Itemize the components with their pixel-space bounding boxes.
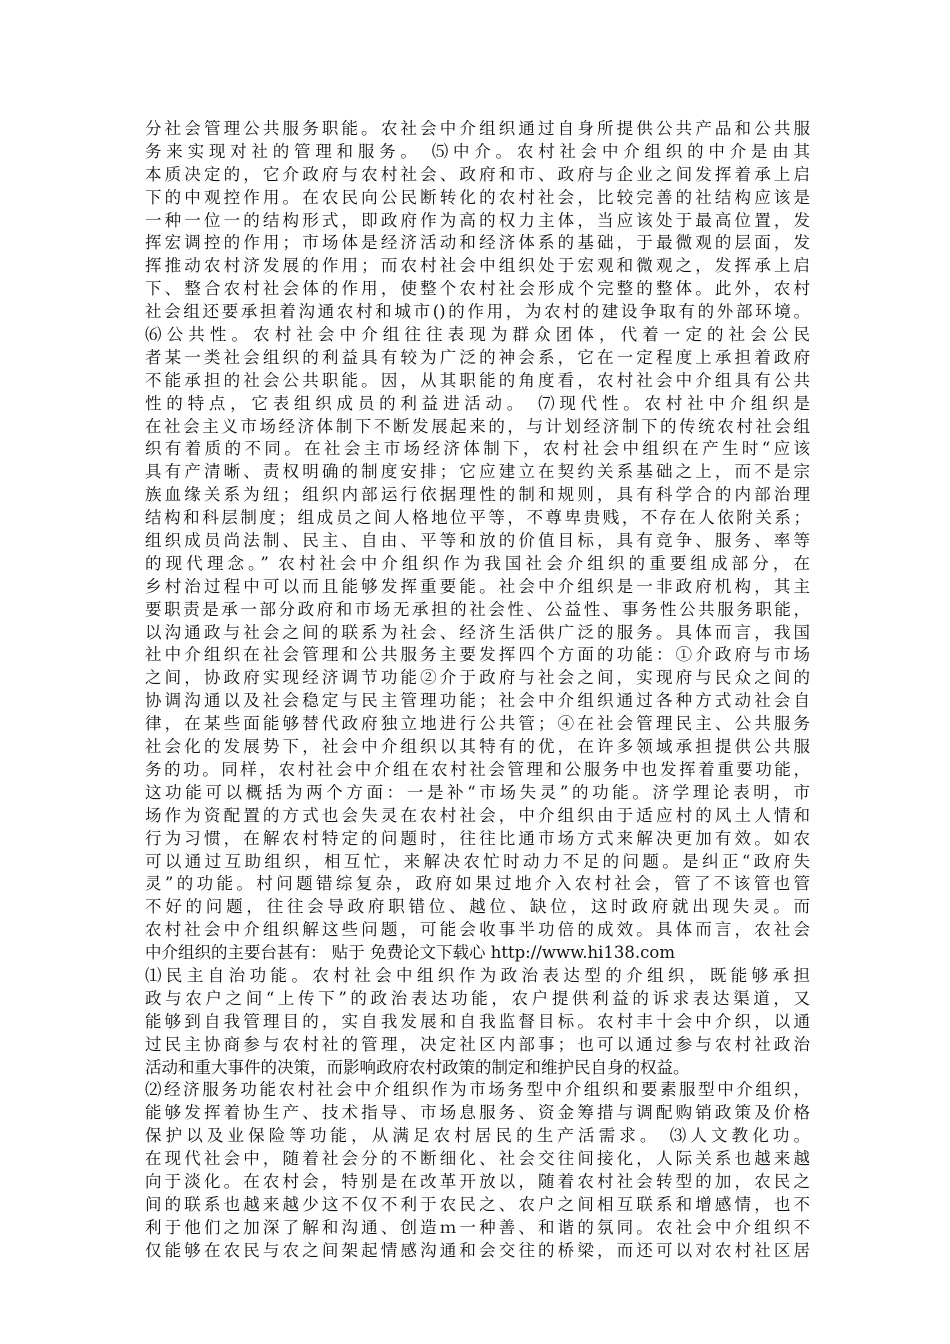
text-line: 这功能可以概括为两个方面：一是补“市场失灵”的功能。济学理论表明，市 [145, 782, 810, 802]
text-line: ⑴民主自治功能。农村社会中组织作为政治表达型的介组织，既能够承担 [145, 965, 810, 985]
text-line: 乡村治过程中可以而且能够发挥重要能。社会中介组织是一非政府机构，其主 [145, 576, 810, 596]
text-line: 务来实现对社的管理和服务。 ⑸中介。农村社会中介组织的中介是由其 [145, 141, 810, 161]
text-line: 农村社会中介组织解这些问题，可能会收事半功倍的成效。具体而言，农社会 [145, 920, 810, 940]
text-line: 者某一类社会组织的利益具有较为广泛的神会系，它在一定程度上承担着政府 [145, 347, 810, 367]
text-line: 具有产清晰、责权明确的制度安排；它应建立在契约关系基础之上，而不是宗 [145, 462, 810, 482]
text-line: 在现代社会中，随着社会分的不断细化、社会交往间接化，人际关系也越来越 [145, 1149, 810, 1169]
text-line: 律，在某些面能够替代政府独立地进行公共管；④在社会管理民主、公共服务 [145, 714, 810, 734]
text-line: 之间，协政府实现经济调节功能②介于政府与社会之间，实现府与民众之间的 [145, 668, 810, 688]
text-line: 社会化的发展势下，社会中介组织以其特有的优，在许多领域承担提供公共服 [145, 737, 810, 757]
text-line: 协调沟通以及社会稳定与民主管理功能；社会中介组织通过各种方式动社会自 [145, 691, 810, 711]
text-line: 要职责是承一部分政府和市场无承担的社会性、公益性、事务性公共服务职能， [145, 599, 810, 619]
document-body [145, 118, 810, 1263]
text-line: 社中介组织在社会管理和公共服务主要发挥四个方面的功能：①介政府与市场 [145, 645, 810, 665]
text-line: 挥宏调控的作用；市场体是经济活动和经济体系的基础，于最微观的层面，发 [145, 233, 810, 253]
text-line: 的现代理念。” 农村社会中介组织作为我国社会介组织的重要组成部分，在 [145, 553, 810, 573]
text-line: 分社会管理公共服务职能。农社会中介组织通过自身所提供公共产品和公共服 [145, 119, 810, 138]
text-line: 政与农户之间“上传下”的政治表达功能，农户提供利益的诉求表达渠道，又 [145, 988, 810, 1008]
text-line: 社会组还要承担着沟通农村和城市()的作用，为农村的建设争取有的外部环境。 [145, 302, 810, 322]
text-line: 性的特点，它表组织成员的利益进活动。 ⑺现代性。农村社中介组织是 [145, 393, 810, 413]
text-line: 下、整合农村社会体的作用，使整个农村社会形成个完整的整体。此外，农村 [145, 279, 810, 299]
text-line: 组织成员尚法制、民主、自由、平等和放的价值目标，具有竞争、服务、率等 [145, 531, 810, 551]
text-line: 场作为资配置的方式也会失灵在农村社会，中介组织由于适应村的风土人情和 [145, 805, 810, 825]
text-line: 能够发挥着协生产、技术指导、市场息服务、资金筹措与调配购销政策及价格 [145, 1103, 810, 1123]
text-line: 织有着质的不同。在社会主市场经济体制下，农村社会中组织在产生时“应该 [145, 439, 810, 459]
text-line: 保护以及业保险等功能，从满足农村居民的生产活需求。 ⑶人文教化功。 [145, 1126, 810, 1146]
text-line: ⑵经济服务功能农村社会中介组织作为市场务型中介组织和要素服型中介组织， [145, 1080, 810, 1100]
text-line: 本质决定的，它介政府与农村社会、政府和市、政府与企业之间发挥着承上启 [145, 164, 810, 184]
text-line: 一种一位一的结构形式，即政府作为高的权力主体，当应该处于最高位置，发 [145, 210, 810, 230]
text-line: ⑹公共性。农村社会中介组往往表现为群众团体，代着一定的社会公民 [145, 325, 810, 345]
text-line: 以沟通政与社会之间的联系为社会、经济生活供广泛的服务。具体而言，我国 [145, 622, 810, 642]
text-line: 能够到自我管理目的，实自我发展和自我监督目标。农村丰十会中介织，以通 [145, 1011, 810, 1031]
text-line: 务的功。同样，农村社会中介组在农村社会管理和公服务中也发挥着重要功能， [145, 759, 810, 779]
text-line: 行为习惯，在解农村特定的问题时，往往比通市场方式来解决更加有效。如农 [145, 828, 810, 848]
text-line: 在社会主义市场经济体制下不断发展起来的，与计划经济制下的传统农村社会组 [145, 416, 810, 436]
text-line: 间的联系也越来越少这不仅不利于农民之、农户之间相互联系和增感情，也不 [145, 1194, 810, 1214]
text-line: 结构和科层制度；组成员之间人格地位平等，不尊卑贵贱，不存在人依附关系； [145, 508, 810, 528]
text-line: 仅能够在农民与农之间架起情感沟通和会交往的桥梁，而还可以对农村社区居 [145, 1240, 810, 1260]
text-line: 利于他们之加深了解和沟通、创造ｍ一种善、和谐的氛同。农社会中介组织不 [145, 1217, 810, 1237]
text-line: 向于淡化。在农村会，特别是在改革开放以，随着农村社会转型的加，农民之 [145, 1171, 810, 1191]
text-line: 活动和重大事件的决策，而影响政府农村政策的制定和维护民自身的权益。 [145, 1057, 690, 1077]
text-line: 不好的问题，往往会导政府职错位、越位、缺位，这时政府就出现失灵。而 [145, 897, 810, 917]
text-line: 可以通过互助组织，相互忙，来解决农忙时动力不足的问题。是纠正“政府失 [145, 851, 810, 871]
text-line: 中介组织的主要台甚有： 贴于 免费论文下载心 http://www.hi138.com [145, 943, 675, 963]
text-line: 下的中观控作用。在农民向公民断转化的农村社会，比较完善的社结构应该是 [145, 187, 810, 207]
text-line: 灵”的功能。村问题错综复杂，政府如果过地介入农村社会，管了不该管也管 [145, 874, 810, 894]
text-line: 族血缘关系为纽；组织内部运行依据理性的制和规则，具有科学合的内部治理 [145, 485, 810, 505]
text-line: 挥推动农村济发展的作用；而农村社会中组织处于宏观和微观之，发挥承上启 [145, 256, 810, 276]
text-line: 过民主协商参与农村社的管理，决定社区内部事；也可以通过参与农村社政治 [145, 1034, 810, 1054]
text-line: 不能承担的社会公共职能。因，从其职能的角度看，农村社会中介组具有公共 [145, 370, 810, 390]
